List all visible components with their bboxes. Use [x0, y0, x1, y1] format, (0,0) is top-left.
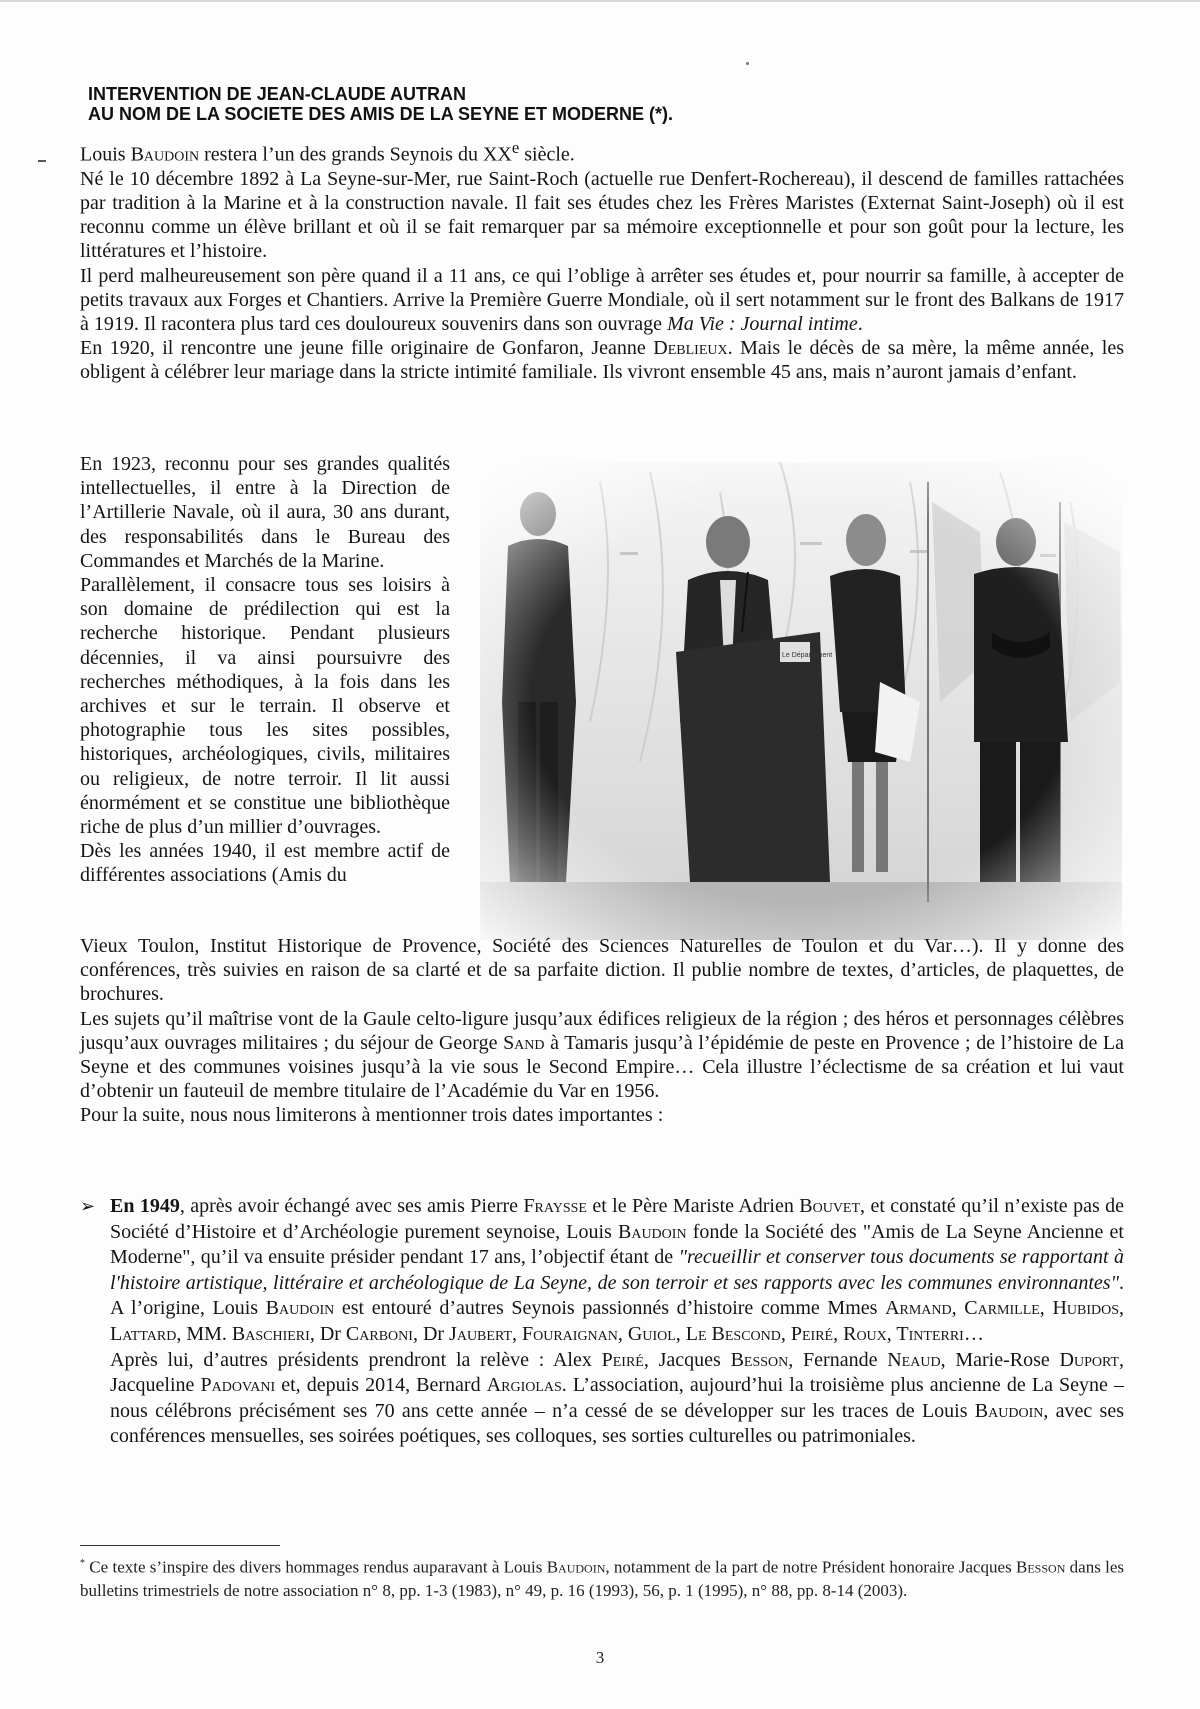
text-run: , notamment de la part de notre Président honoraire Jacques: [605, 1557, 1017, 1577]
text-run: . L’association, aujourd’hui la troisième plus ancienne de La Seyne – nous célébrons précisément ses 70 ans cette année – n’a cessé de se développer sur les traces de Louis: [110, 1374, 1125, 1422]
text-run: est entouré d’autres Seynois passionnés d’histoire comme Mmes: [334, 1297, 886, 1320]
photo-illustration: [480, 462, 1122, 940]
text-run: restera l’un des grands Seynois du XX: [199, 143, 512, 166]
article-heading: [88, 84, 1088, 124]
paragraph: [80, 264, 1124, 337]
text-run: et le Père Mariste Adrien: [586, 1195, 800, 1217]
person-name: Duport: [1059, 1348, 1120, 1371]
text-run: En 1920, il rencontre une jeune fille originaire de Gonfaron, Jeanne: [80, 337, 654, 360]
text-run: . Mais le décès de sa mère, la même année, les obligent à célébrer leur mariage dans la stricte intimité familiale. Ils vivront ensemble 45 ans, mais n’auront jamais d’enfant.: [80, 337, 1124, 384]
intro-text-block: [80, 136, 1124, 385]
list-item: [80, 1194, 1124, 1450]
paragraph: Parallèlement, il consacre tous ses loisirs à son domaine de prédilection qui est la recherche historique. Pendant plusieurs décennies, il va ainsi poursuivre des recherches méthodiques, à la fois dans les archives et sur le terrain. Il observe et photographie tous les sites possibles, historiques, archéologiques, civils, militaires ou religieux, de notre terroir. Il lit aussi énormément et se constitue une bibliothèque riche de plus d’un millier d’ouvrages.: [80, 574, 450, 839]
person-name: Neaud: [887, 1348, 941, 1371]
quote: "recueillir et conserver tous documents se rapportant à l'histoire artistique, littéraire et archéologique de La Seyne, de son terroir et ses rapports avec les communes environnantes": [110, 1246, 1124, 1294]
paragraph: [80, 136, 1124, 167]
speck-mark: [746, 62, 749, 65]
text-run: …: [963, 1322, 984, 1345]
text-run: Les sujets qu’il maîtrise vont de la Gaule celto-ligure jusqu’aux édifices religieux de la région ; des héros et personnages célèbres jusqu’aux ouvrages militaires ; du séjour de George: [80, 1007, 1124, 1054]
person-name: Bouvet: [799, 1195, 861, 1217]
text-run: , Jacqueline: [110, 1348, 1125, 1397]
person-names: Armand, Carmille, Hubidos, Lattard: [110, 1297, 1125, 1345]
left-column-text: [80, 452, 450, 888]
person-name: Baudoin: [265, 1297, 335, 1320]
book-title: Ma Vie : Journal intime: [667, 313, 858, 336]
text-run: et, depuis 2014, Bernard: [275, 1374, 487, 1397]
text-run: , et constaté qu’il n’existe pas de Société d’Histoire et d’Archéologie purement seynoise, Louis: [110, 1195, 1124, 1243]
person-name: Carboni: [345, 1322, 413, 1345]
footnote-rule: [80, 1545, 280, 1546]
text-run: siècle.: [519, 143, 575, 166]
heading-line-1: INTERVENTION DE JEAN-CLAUDE AUTRAN: [88, 84, 467, 104]
text-run: Ce texte s’inspire des divers hommages rendus auparavant à Louis: [85, 1557, 547, 1577]
text-run: . A l’origine, Louis: [110, 1271, 1124, 1320]
paragraph: Pour la suite, nous nous limiterons à mentionner trois dates importantes :: [80, 1104, 664, 1127]
heading-line-2: AU NOM DE LA SOCIETE DES AMIS DE LA SEYNE ET MODERNE (*).: [88, 104, 674, 124]
text-run: , MM.: [176, 1322, 232, 1345]
text-run: à Tamaris jusqu’à l’épidémie de peste en Provence ; de l’histoire de La Seyne et des communes voisines jusqu’à la vie sous le Second Empire… Cela illustre l’éclectisme de sa création et lui vaut d’obtenir un fauteuil de membre titulaire de l’Académie du Var en 1956.: [80, 1031, 1124, 1103]
paragraph: Vieux Toulon, Institut Historique de Provence, Société des Sciences Naturelles de Toulon et du Var…). Il y donne des conférences, très suivies en raison de sa clarté et de sa parfaite diction. Il publie nombre de textes, d’articles, de plaquettes, de brochures.: [80, 935, 1124, 1006]
bullet-lead: En 1949: [110, 1195, 180, 1217]
person-name: Besson: [1016, 1557, 1066, 1577]
top-rule: [0, 0, 1200, 2]
arrow-bullet-icon: ➢: [80, 1196, 96, 1217]
person-name: Padovani: [200, 1374, 276, 1397]
bullet-list: [80, 1194, 1124, 1450]
footnote-mark: *: [80, 1558, 85, 1569]
text-run: , Jacques: [643, 1348, 731, 1371]
person-name: Baudoin: [546, 1557, 606, 1577]
text-run: Il perd malheureusement son père quand il a 11 ans, ce qui l’oblige à arrêter ses études et, pour nourrir sa famille, à accepter de petits travaux aux Forges et Chantiers. Arrive la Première Guerre Mondiale, où il sert notamment sur le front des Balkans de 1917 à 1919. Il racontera plus tard ces douloureux souvenirs dans son ouvrage: [80, 264, 1124, 336]
person-name: Deblieux: [653, 337, 728, 360]
vignette: [480, 462, 1122, 940]
text-run: , Dr: [309, 1322, 346, 1345]
person-name: Sand: [503, 1031, 545, 1054]
person-name: Baudoin: [974, 1399, 1044, 1422]
text-run: , Marie-Rose: [940, 1348, 1060, 1371]
list-item-content: [110, 1194, 1124, 1450]
person-name: Argiolas: [486, 1374, 562, 1397]
continuation-text-block: [80, 934, 1124, 1128]
text-run: , Dr: [412, 1322, 450, 1345]
superscript: e: [511, 138, 520, 157]
paragraph: [80, 336, 1124, 384]
paragraph: [110, 1348, 1124, 1450]
paragraph: [80, 1007, 1124, 1104]
margin-dash: [38, 160, 46, 162]
text-run: fonde la Société des "Amis de La Seyne Ancienne et Moderne", qu’il va ensuite présider pendant 17 ans, l’objectif étant de: [110, 1220, 1124, 1269]
text-run: dans les bulletins trimestriels de notre association n° 8, pp. 1-3 (1983), n° 49, p. 16 (1993), 56, p. 1 (1995), n° 88, pp. 8-14 (2003).: [80, 1557, 1125, 1600]
text-run: Louis: [80, 143, 131, 166]
text-run: .: [857, 313, 863, 336]
person-name: Baudoin: [130, 143, 200, 166]
person-name: Besson: [730, 1348, 789, 1371]
paragraph: En 1923, reconnu pour ses grandes qualités intellectuelles, il entre à la Direction de l’Artillerie Navale, où il aura, 30 ans durant, des responsabilités dans le Bureau des Commandes et Marchés de la Marine.: [80, 453, 450, 572]
person-name: Baudoin: [618, 1220, 687, 1243]
person-name: Baschieri: [231, 1322, 310, 1345]
person-name: Peiré: [601, 1348, 644, 1371]
person-names: Jaubert, Fouraignan, Guiol, Le Bescond, Peiré, Roux, Tinterri: [449, 1322, 964, 1345]
paragraph: [110, 1194, 1124, 1348]
text-run: Après lui, d’autres présidents prendront la relève : Alex: [110, 1348, 602, 1371]
footnote: [80, 1552, 1124, 1602]
person-name: Fraysse: [523, 1195, 587, 1217]
paragraph: Dès les années 1940, il est membre actif de différentes associations (Amis du: [80, 840, 450, 887]
event-photo: [480, 462, 1122, 940]
paragraph: Né le 10 décembre 1892 à La Seyne-sur-Mer, rue Saint-Roch (actuelle rue Denfert-Rochereau), il descend de familles rattachées par tradition à la Marine et à la construction navale. Il fait ses études chez les Frères Maristes (Externat Saint-Joseph) où il est reconnu comme un élève brillant et où il se fait remarquer par sa mémoire exceptionnelle et pour son goût pour la lecture, les littératures et l’histoire.: [80, 167, 1124, 263]
page-number: 3: [595, 1648, 605, 1667]
text-run: , Fernande: [788, 1348, 888, 1371]
text-run: , avec ses conférences mensuelles, ses soirées poétiques, ses colloques, ses sorties culturelles ou patrimoniales.: [110, 1399, 1125, 1448]
text-run: , après avoir échangé avec ses amis Pierre: [179, 1195, 524, 1217]
